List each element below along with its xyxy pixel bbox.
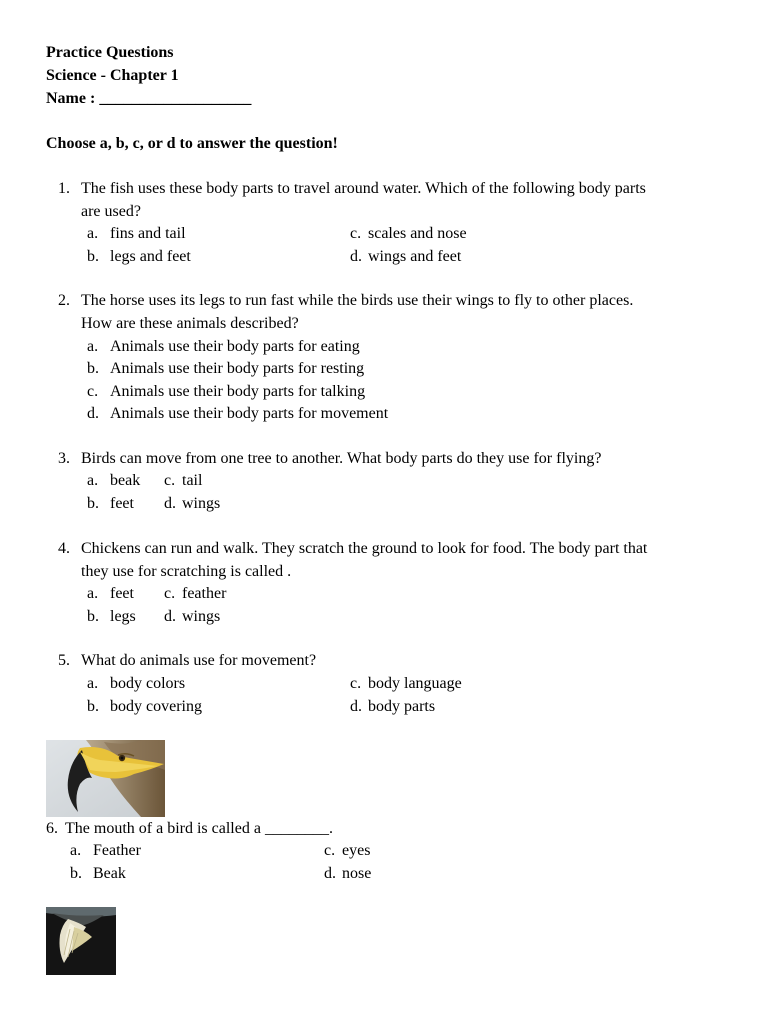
option-text: body covering: [110, 698, 202, 715]
option-text: legs and feet: [110, 248, 191, 265]
option-letter: b.: [70, 865, 82, 882]
bird-tail-photo: [46, 907, 116, 975]
option-letter: c.: [164, 585, 176, 602]
name-field-label: Name : ___________________: [46, 90, 252, 107]
option-text: fins and tail: [110, 225, 186, 242]
option-text: wings: [182, 495, 221, 512]
option-letter: b.: [87, 608, 99, 625]
option-text: body language: [368, 675, 462, 692]
option-text: body parts: [368, 698, 436, 715]
option-letter: a.: [87, 225, 99, 242]
option-text: beak: [110, 472, 141, 489]
option-letter: d.: [164, 495, 176, 512]
question-text: The horse uses its legs to run fast while the birds use their wings to fly to other places.: [81, 292, 634, 309]
option-letter: c.: [324, 842, 336, 859]
option-letter: d.: [350, 248, 362, 265]
option-letter: a.: [87, 472, 99, 489]
question-number: 1.: [58, 180, 70, 197]
question-number: 6.: [46, 820, 58, 837]
option-letter: b.: [87, 495, 99, 512]
option-text: Beak: [93, 865, 126, 882]
question-text: Chickens can run and walk. They scratch the ground to look for food. The body part that: [81, 540, 648, 557]
question-number: 2.: [58, 292, 70, 309]
option-letter: d.: [87, 405, 99, 422]
option-text: scales and nose: [368, 225, 467, 242]
option-text: Animals use their body parts for resting: [110, 360, 365, 377]
option-letter: c.: [350, 225, 362, 242]
option-text: Animals use their body parts for talking: [110, 383, 366, 400]
question-text: How are these animals described?: [81, 315, 299, 332]
option-letter: b.: [87, 698, 99, 715]
option-letter: b.: [87, 248, 99, 265]
option-text: legs: [110, 608, 136, 625]
option-text: tail: [182, 472, 203, 489]
option-letter: c.: [164, 472, 176, 489]
option-letter: d.: [164, 608, 176, 625]
option-letter: d.: [324, 865, 336, 882]
eagle-head-photo: [46, 740, 165, 817]
option-text: Animals use their body parts for movement: [110, 405, 389, 422]
option-text: Feather: [93, 842, 141, 859]
option-letter: a.: [70, 842, 82, 859]
option-text: feather: [182, 585, 227, 602]
option-letter: c.: [350, 675, 362, 692]
option-letter: b.: [87, 360, 99, 377]
question-number: 5.: [58, 652, 70, 669]
option-text: wings and feet: [368, 248, 462, 265]
question-number: 3.: [58, 450, 70, 467]
question-text: they use for scratching is called .: [81, 563, 292, 580]
question-text: The fish uses these body parts to travel around water. Which of the following body parts: [81, 180, 646, 197]
option-letter: c.: [87, 383, 99, 400]
option-text: wings: [182, 608, 221, 625]
worksheet-title: Practice Questions: [46, 44, 174, 61]
option-text: feet: [110, 495, 134, 512]
option-letter: a.: [87, 338, 99, 355]
question-text: What do animals use for movement?: [81, 652, 317, 669]
instruction: Choose a, b, c, or d to answer the question!: [46, 135, 338, 152]
worksheet-subject: Science - Chapter 1: [46, 67, 179, 84]
question-text: are used?: [81, 203, 141, 220]
question-text: The mouth of a bird is called a ________.: [65, 820, 333, 837]
option-letter: a.: [87, 675, 99, 692]
option-letter: d.: [350, 698, 362, 715]
option-text: eyes: [342, 842, 371, 859]
option-text: Animals use their body parts for eating: [110, 338, 360, 355]
option-text: nose: [342, 865, 372, 882]
option-text: feet: [110, 585, 134, 602]
question-text: Birds can move from one tree to another. What body parts do they use for flying?: [81, 450, 602, 467]
option-letter: a.: [87, 585, 99, 602]
question-number: 4.: [58, 540, 70, 557]
option-text: body colors: [110, 675, 186, 692]
